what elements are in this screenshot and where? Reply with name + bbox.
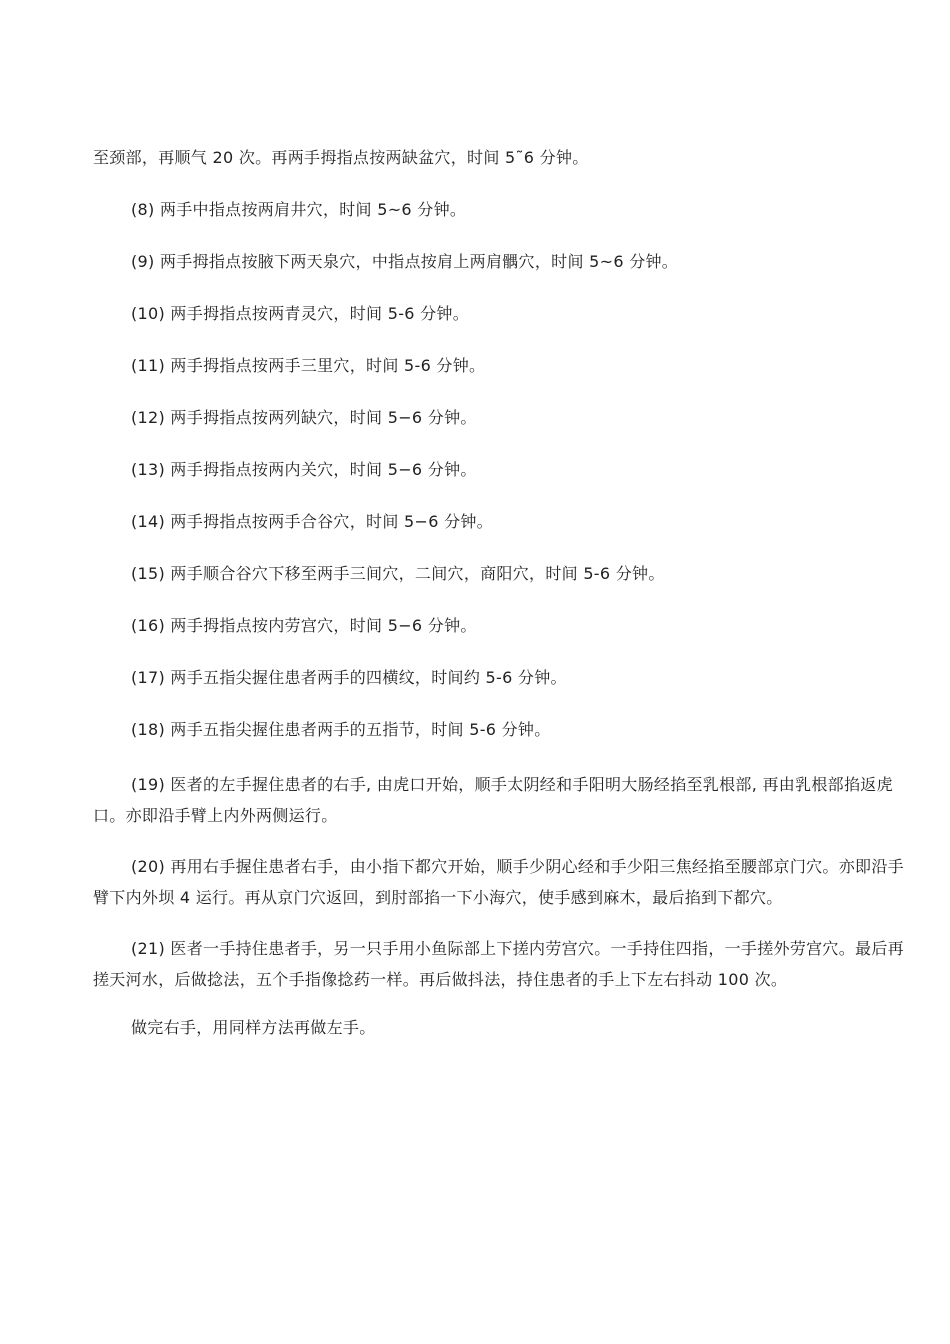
- paragraph-step-8: (8) 两手中指点按两肩井穴，时间 5~6 分钟。: [131, 200, 467, 219]
- paragraph-step-19: (19) 医者的左手握住患者的右手, 由虎口开始，顺手太阴经和手阳明大肠经掐至乳根部, 再由乳根部掐返虎口。亦即沿手臂上内外两侧运行。: [93, 775, 893, 825]
- paragraph-step-17: (17) 两手五指尖握住患者两手的四横纹，时间约 5-6 分钟。: [131, 668, 567, 687]
- paragraph-continuation: 至颈部，再顺气 20 次。再两手拇指点按两缺盆穴，时间 5˜6 分钟。: [93, 148, 589, 167]
- paragraph-step-13: (13) 两手拇指点按两内关穴，时间 5−6 分钟。: [131, 460, 477, 479]
- paragraph-step-21: (21) 医者一手持住患者手，另一只手用小鱼际部上下搓内劳宫穴。一手持住四指，一手搓外劳宫穴。最后再搓天河水，后做捻法，五个手指像捻药一样。再后做抖法，持住患者的手上下左右抖动 100 次。: [93, 939, 904, 989]
- paragraph-step-16: (16) 两手拇指点按内劳宫穴，时间 5−6 分钟。: [131, 616, 477, 635]
- paragraph-step-12: (12) 两手拇指点按两列缺穴，时间 5−6 分钟。: [131, 408, 477, 427]
- paragraph-step-15: (15) 两手顺合谷穴下移至两手三间穴，二间穴，商阳穴，时间 5-6 分钟。: [131, 564, 665, 583]
- paragraph-step-14: (14) 两手拇指点按两手合谷穴，时间 5−6 分钟。: [131, 512, 493, 531]
- paragraph-closing: 做完右手，用同样方法再做左手。: [131, 1018, 376, 1037]
- paragraph-step-20: (20) 再用右手握住患者右手，由小指下都穴开始，顺手少阴心经和手少阳三焦经掐至腰部京门穴。亦即沿手臂下内外坝 4 运行。再从京门穴返回，到肘部掐一下小海穴，使手感到麻木，最后掐到下都穴。: [93, 857, 904, 907]
- paragraph-step-9: (9) 两手拇指点按腋下两天泉穴，中指点按肩上两肩髃穴，时间 5~6 分钟。: [131, 252, 679, 271]
- paragraph-step-10: (10) 两手拇指点按两青灵穴，时间 5-6 分钟。: [131, 304, 470, 323]
- paragraph-step-11: (11) 两手拇指点按两手三里穴，时间 5-6 分钟。: [131, 356, 486, 375]
- paragraph-step-18: (18) 两手五指尖握住患者两手的五指节，时间 5-6 分钟。: [131, 720, 551, 739]
